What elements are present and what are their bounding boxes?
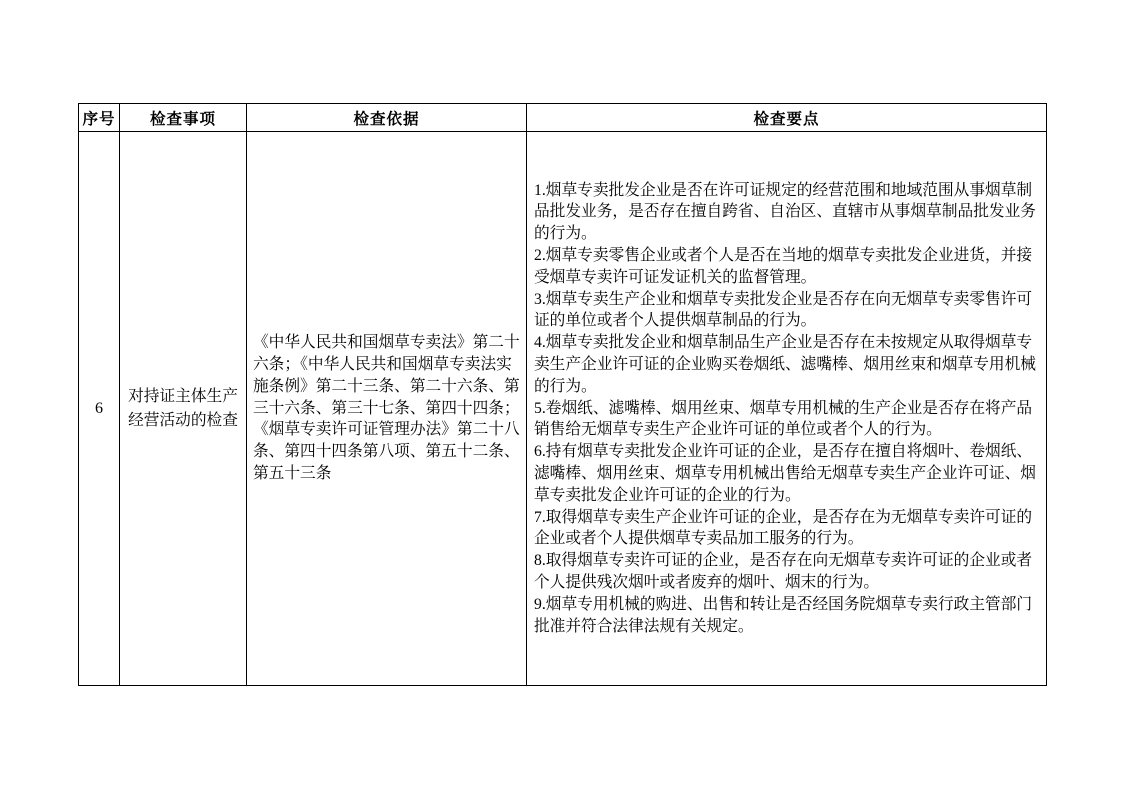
inspection-point-2: 2.烟草专卖零售企业或者个人是否在当地的烟草专卖批发企业进货，并接受烟草专卖许可证发证机关的监督管理。 <box>534 247 1033 286</box>
header-inspection-points: 检查要点 <box>527 104 1047 132</box>
header-serial-number: 序号 <box>79 104 120 132</box>
inspection-point-1: 1.烟草专卖批发企业是否在许可证规定的经营范围和地域范围从事烟草制品批发业务，是否存在擅自跨省、自治区、直辖市从事烟草制品批发业务的行为。 <box>534 181 1036 243</box>
inspection-table <box>78 103 1047 686</box>
table-row <box>79 132 1047 686</box>
inspection-point-9: 9.烟草专用机械的购进、出售和转让是否经国务院烟草专卖行政主管部门批准并符合法律法规有关规定。 <box>534 595 1033 635</box>
inspection-point-6: 6.持有烟草专卖批发企业许可证的企业，是否存在擅自将烟叶、卷烟纸、滤嘴棒、烟用丝束、烟草专用机械出售给无烟草专卖生产企业许可证、烟草专卖批发企业许可证的企业的行为。 <box>534 443 1036 504</box>
inspection-point-4: 4.烟草专卖批发企业和烟草制品生产企业是否存在未按规定从取得烟草专卖生产企业许可证的企业购买卷烟纸、滤嘴棒、烟用丝束和烟草专用机械的行为。 <box>534 334 1036 395</box>
cell-inspection-basis: 《中华人民共和国烟草专卖法》第二十六条；《中华人民共和国烟草专卖法实施条例》第二十三条、第二十六条、第三十六条、第三十七条、第四十四条；《烟草专卖许可证管理办法》第二十八条、第四十四条第八项、第五十二条、第五十三条 <box>247 132 527 686</box>
header-inspection-basis: 检查依据 <box>247 104 527 132</box>
inspection-point-7: 7.取得烟草专卖生产企业许可证的企业，是否存在为无烟草专卖许可证的企业或者个人提供烟草专卖品加工服务的行为。 <box>534 508 1033 548</box>
inspection-point-5: 5.卷烟纸、滤嘴棒、烟用丝束、烟草专用机械的生产企业是否存在将产品销售给无烟草专卖生产企业许可证的单位或者个人的行为。 <box>534 399 1033 439</box>
header-inspection-item: 检查事项 <box>120 104 247 132</box>
inspection-point-8: 8.取得烟草专卖许可证的企业，是否存在向无烟草专卖许可证的企业或者个人提供残次烟叶或者废弃的烟叶、烟末的行为。 <box>534 552 1033 591</box>
table-header-row <box>79 104 1047 132</box>
inspection-point-3: 3.烟草专卖生产企业和烟草专卖批发企业是否存在向无烟草专卖零售许可证的单位或者个人提供烟草制品的行为。 <box>534 290 1033 330</box>
cell-inspection-item: 对持证主体生产经营活动的检查 <box>120 132 247 686</box>
cell-serial-number: 6 <box>79 132 120 686</box>
cell-inspection-points <box>527 132 1047 686</box>
